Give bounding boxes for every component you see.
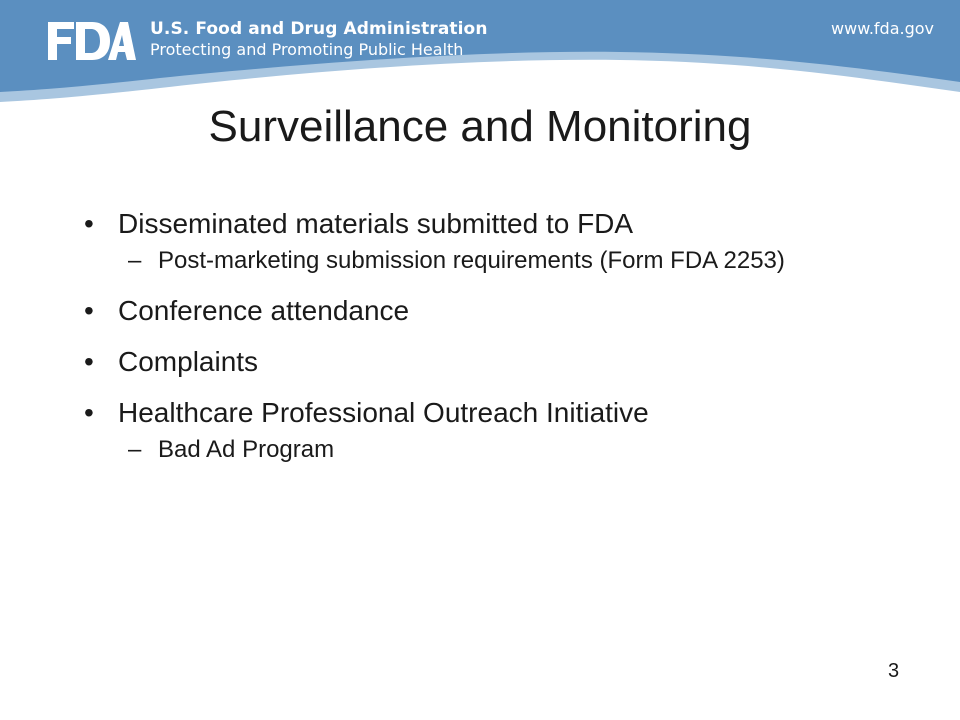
page-number: 3 bbox=[888, 660, 900, 682]
sub-bullet-item: – Bad Ad Program bbox=[84, 433, 904, 466]
bullet-item: • Healthcare Professional Outreach Initiative bbox=[84, 396, 904, 430]
website-link[interactable]: www.fda.gov bbox=[831, 19, 934, 38]
bullet-list bbox=[84, 207, 904, 483]
sub-bullet-item: – Post-marketing submission requirements (Form FDA 2253) bbox=[84, 244, 904, 277]
fda-logo-icon bbox=[46, 20, 136, 62]
bullet-item: • Complaints bbox=[84, 345, 904, 379]
agency-name: U.S. Food and Drug Administration bbox=[150, 19, 488, 39]
fda-logo bbox=[46, 20, 136, 62]
agency-tagline: Protecting and Promoting Public Health bbox=[150, 40, 464, 59]
bullet-item: • Conference attendance bbox=[84, 294, 904, 328]
agency-block bbox=[150, 18, 488, 60]
slide-title: Surveillance and Monitoring bbox=[208, 102, 752, 151]
bullet-item: • Disseminated materials submitted to FDA bbox=[84, 207, 904, 241]
